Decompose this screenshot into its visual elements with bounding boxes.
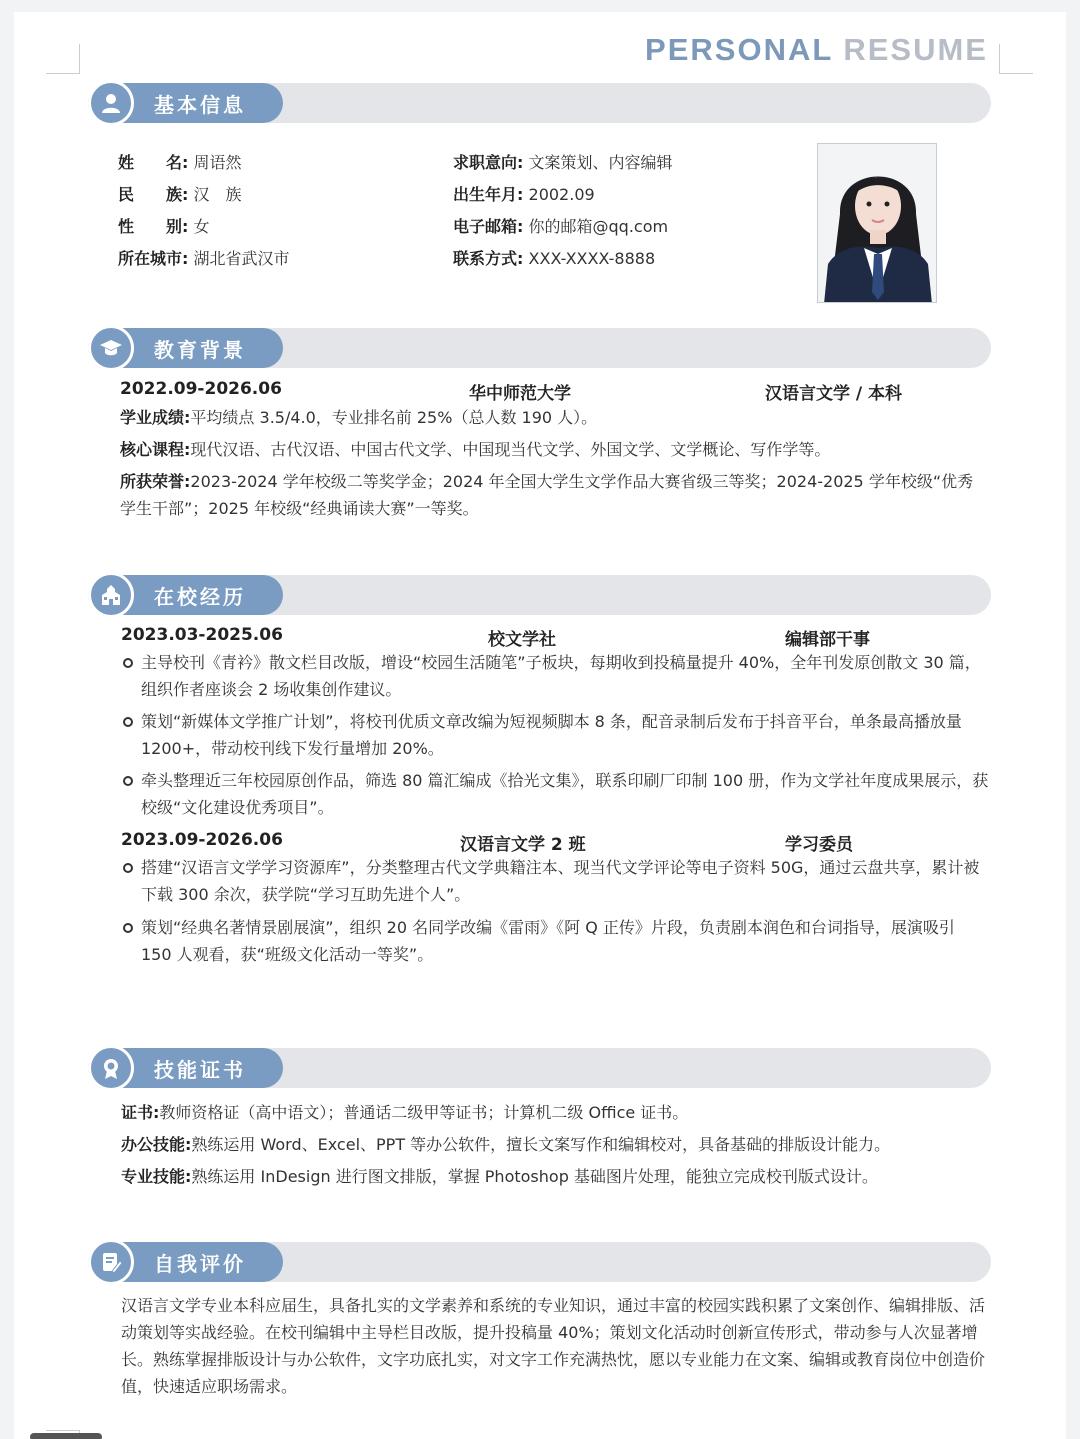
campus-2-role: 学习委员 [785,835,853,855]
corner-mark-top-left [46,44,80,74]
self-evaluation-text: 汉语言文学专业本科应届生，具备扎实的文学素养和系统的专业知识，通过丰富的校园实践积累了文案创作、编辑排版、活动策划等实战经验。在校刊编辑中主导栏目改版，提升投稿量 40%；策划文化活动时创新宣传形式，带动参与人次显著增长。熟练掌握排版设计与办公软件，文字功底扎实，对文字工作充满热忱，愿以专业能力在文案、编辑或教育岗位中创造价值，快速适应职场需求。 [121,1296,986,1396]
title-resume: RESUME [843,32,988,67]
list-item: 策划“新媒体文学推广计划”，将校刊优质文章改编为短视频脚本 8 条，配音录制后发布于抖音平台，单条最高播放量 1200+，带动校刊线下发行量增加 20%。 [121,708,989,762]
skill-pro: 专业技能:熟练运用 InDesign 进行图文排版，掌握 Photoshop 基础图片处理，能独立完成校刊版式设计。 [121,1167,878,1186]
edu-major: 汉语言文学 / 本科 [765,384,903,404]
graduation-cap-icon [88,325,134,371]
section-title-self: 自我评价 [154,1252,246,1276]
info-email: 电子邮箱: 你的邮箱@qq.com [453,217,669,236]
bottom-handle [30,1433,102,1439]
campus-1-period: 2023.03-2025.06 [121,625,283,645]
edu-course: 核心课程:现代汉语、古代汉语、中国古代文学、中国现当代文学、外国文学、文学概论、写作学等。 [120,440,831,459]
section-header-basic [88,83,991,123]
section-title-education: 教育背景 [154,338,246,362]
campus-2-period: 2023.09-2026.06 [121,830,283,850]
edu-honor: 所获荣誉:2023-2024 学年校级二等奖学金；2024 年全国大学生文学作品大赛省级三等奖；2024-2025 学年校级“优秀学生干部”；2025 年校级“经典诵读大赛”一等奖。 [120,472,974,518]
section-header-education [88,328,991,368]
info-birth: 出生年月: 2002.09 [453,185,595,204]
info-intent: 求职意向: 文案策划、内容编辑 [453,153,673,172]
edu-period: 2022.09-2026.06 [120,379,282,399]
award-icon [88,1045,134,1091]
info-phone: 联系方式: XXX-XXXX-8888 [453,249,656,268]
edu-grade: 学业成绩:平均绩点 3.5/4.0，专业排名前 25%（总人数 190 人）。 [120,408,598,427]
list-item: 牵头整理近三年校园原创作品，筛选 80 篇汇编成《拾光文集》，联系印刷厂印制 100 册，作为文学社年度成果展示，获校级“文化建设优秀项目”。 [121,767,989,821]
edu-school: 华中师范大学 [469,384,571,404]
section-header-self [88,1242,991,1282]
info-ethnic: 民 族: 汉 族 [118,185,242,204]
info-name: 姓 名: 周语然 [118,153,242,172]
section-title-skills: 技能证书 [154,1058,246,1082]
skill-office: 办公技能:熟练运用 Word、Excel、PPT 等办公软件，擅长文案写作和编辑校对，具备基础的排版设计能力。 [121,1135,891,1154]
profile-photo [817,143,937,303]
school-building-icon [88,572,134,618]
section-header-skills [88,1048,991,1088]
section-header-campus [88,575,991,615]
title-personal: PERSONAL [645,32,833,67]
corner-mark-top-right [999,44,1033,74]
info-gender: 性 别: 女 [118,217,210,236]
list-item: 搭建“汉语言文学学习资源库”，分类整理古代文学典籍注本、现当代文学评论等电子资料 50G，通过云盘共享，累计被下载 300 余次，获学院“学习互助先进个人”。 [121,854,989,908]
user-icon [88,80,134,126]
list-item: 策划“经典名著情景剧展演”，组织 20 名同学改编《雷雨》《阿 Q 正传》片段，负责剧本润色和台词指导，展演吸引 150 人观看，获“班级文化活动一等奖”。 [121,914,989,968]
campus-1-role: 编辑部干事 [785,630,870,650]
campus-1-org: 校文学社 [488,630,556,650]
campus-2-org: 汉语言文学 2 班 [460,835,586,855]
skill-cert: 证书:教师资格证（高中语文）；普通话二级甲等证书；计算机二级 Office 证书。 [121,1103,689,1122]
list-item: 主导校刊《青衿》散文栏目改版，增设“校园生活随笔”子板块，每期收到投稿量提升 40%，全年刊发原创散文 30 篇，组织作者座谈会 2 场收集创作建议。 [121,649,989,703]
edit-note-icon [88,1239,134,1285]
info-city: 所在城市: 湖北省武汉市 [118,249,290,268]
section-title-basic: 基本信息 [154,93,246,117]
resume-title [645,32,988,68]
section-title-campus: 在校经历 [154,585,246,609]
